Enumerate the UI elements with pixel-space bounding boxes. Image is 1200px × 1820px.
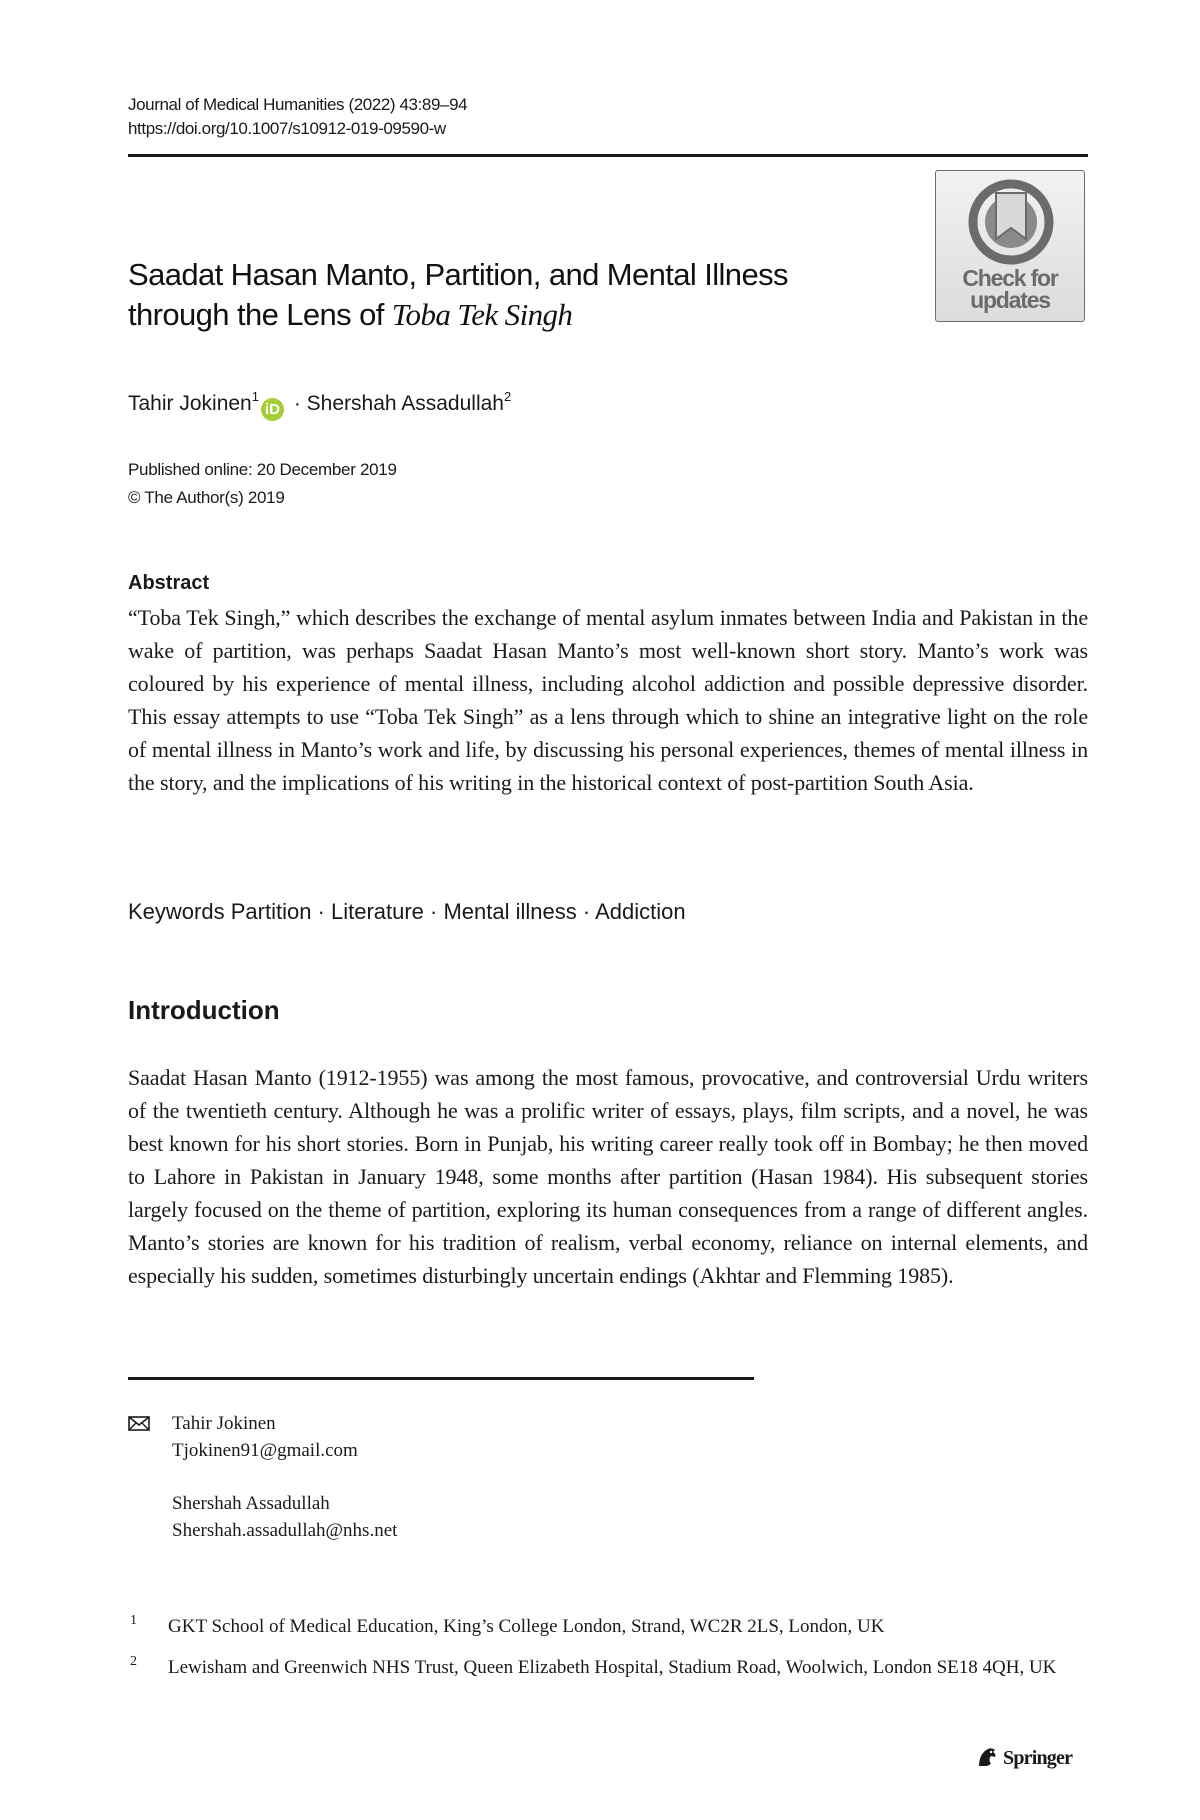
copyright-notice: © The Author(s) 2019: [128, 488, 285, 507]
title-line-1: Saadat Hasan Manto, Partition, and Mental Illness: [128, 257, 788, 292]
published-date: Published online: 20 December 2019: [128, 460, 397, 479]
publication-info: [128, 456, 397, 512]
contact-email[interactable]: Tjokinen91@gmail.com: [172, 1440, 358, 1461]
keywords-label: Keywords: [128, 899, 225, 924]
header-divider: [128, 154, 1088, 157]
introduction-text: Saadat Hasan Manto (1912-1955) was among the most famous, provocative, and controversial Urdu writers of the twentieth century. Although he was a prolific writer of essays, plays, film scripts, and a novel, he was best known for his short stories. Born in Punjab, his writing career really took off in Bombay; he then moved to Lahore in Pakistan in January 1948, some months after partition (Hasan 1984). His subsequent stories largely focused on the theme of partition, exploring its human consequences from a range of different angles. Manto’s stories are known for his tradition of realism, verbal economy, reliance on internal elements, and especially his sudden, sometimes disturbingly uncertain endings (Akhtar and Flemming 1985).: [128, 1065, 1088, 1288]
footnote-divider: [128, 1377, 754, 1380]
journal-citation: Journal of Medical Humanities (2022) 43:89–94: [128, 95, 468, 114]
running-header: [128, 93, 467, 141]
abstract-text: “Toba Tek Singh,” which describes the exchange of mental asylum inmates between India and Pakistan in the wake of partition, was perhaps Saadat Hasan Manto’s most well-known short story. Manto’s work was coloured by his experience of mental illness, including alcohol addiction and possible depressive disorder. This essay attempts to use “Toba Tek Singh” as a lens through which to shine an integrative light on the role of mental illness in Manto’s work and life, by discussing his personal experiences, themes of mental illness in the story, and the implications of his writing in the historical context of post-partition South Asia.: [128, 605, 1088, 795]
doi-link[interactable]: https://doi.org/10.1007/s10912-019-09590-w: [128, 119, 446, 138]
abstract-heading: Abstract: [128, 572, 210, 594]
contact-email[interactable]: Shershah.assadullah@nhs.net: [172, 1520, 398, 1541]
crossmark-icon: [968, 179, 1054, 265]
orcid-icon[interactable]: iD: [261, 398, 284, 421]
affiliation-number: 2: [130, 1654, 137, 1669]
affiliation-number: 1: [130, 1613, 137, 1628]
affiliation-text: GKT School of Medical Education, King’s College London, Strand, WC2R 2LS, London, UK: [168, 1616, 885, 1637]
keywords-list: Partition · Literature · Mental illness · Addiction: [230, 899, 686, 924]
contact-name: Shershah Assadullah: [172, 1493, 330, 1514]
affiliation-text: Lewisham and Greenwich NHS Trust, Queen Elizabeth Hospital, Stadium Road, Woolwich, London SE18 4QH, UK: [168, 1657, 1057, 1678]
springer-logo: [975, 1745, 1072, 1775]
section-heading-introduction: Introduction: [128, 995, 280, 1025]
author-name[interactable]: Tahir Jokinen: [128, 392, 252, 415]
springer-horse-icon: [975, 1745, 999, 1769]
author-separator: ·: [293, 392, 301, 415]
author-affiliation-ref: 1: [251, 389, 259, 404]
contact-name: Tahir Jokinen: [172, 1413, 276, 1434]
title-line-2-prefix: through the Lens of: [128, 297, 392, 332]
title-line-2-italic: Toba Tek Singh: [391, 297, 573, 332]
author-name[interactable]: Shershah Assadullah: [306, 392, 504, 415]
author-list: [128, 383, 511, 421]
mail-icon: [128, 1416, 150, 1431]
keywords: [128, 897, 686, 927]
author-affiliation-ref: 2: [503, 389, 512, 404]
springer-wordmark: Springer: [1003, 1747, 1073, 1769]
check-for-updates-label: Check for updates: [962, 265, 1058, 313]
check-for-updates-badge[interactable]: [935, 170, 1085, 322]
article-title: [128, 255, 888, 335]
